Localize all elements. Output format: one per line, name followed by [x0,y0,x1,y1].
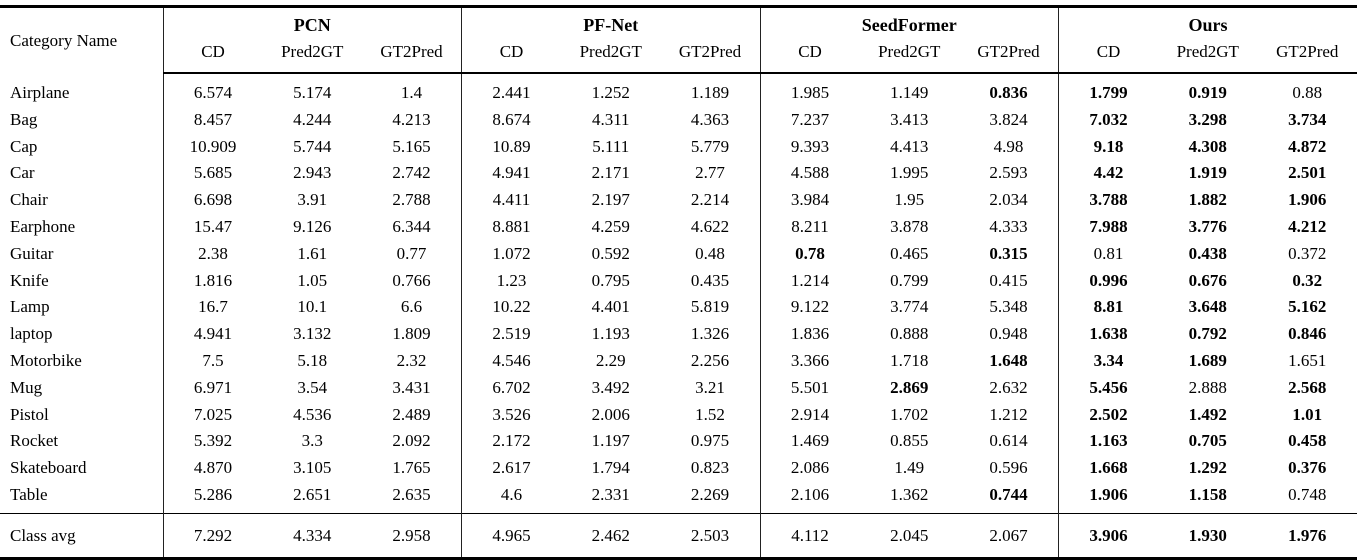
value-cell: 3.492 [561,375,661,402]
metric-header-pred2gt: Pred2GT [860,38,960,73]
table-footer [0,513,1357,558]
value-cell: 2.914 [760,402,860,429]
value-cell: 3.105 [263,455,363,482]
value-cell: 3.984 [760,187,860,214]
value-cell: 4.308 [1158,134,1258,161]
value-cell: 7.988 [1059,214,1159,241]
category-cell: Class avg [0,513,163,558]
value-cell: 1.49 [860,455,960,482]
value-cell: 1.072 [462,241,562,268]
value-cell: 10.909 [163,134,263,161]
table-row [0,482,1357,513]
table-row [0,294,1357,321]
table-body [0,73,1357,513]
value-cell: 1.702 [860,402,960,429]
value-cell: 2.635 [362,482,462,513]
group-header-pcn: PCN [163,7,462,39]
value-cell: 0.919 [1158,73,1258,107]
value-cell: 1.214 [760,268,860,295]
value-cell: 1.651 [1258,348,1357,375]
value-cell: 4.872 [1258,134,1357,161]
value-cell: 2.086 [760,455,860,482]
value-cell: 8.457 [163,107,263,134]
value-cell: 2.269 [661,482,761,513]
metric-header-cd: CD [760,38,860,73]
table-row [0,455,1357,482]
metric-header-gt2pred: GT2Pred [959,38,1059,73]
value-cell: 1.906 [1258,187,1357,214]
value-cell: 2.067 [959,513,1059,558]
value-cell: 2.092 [362,428,462,455]
value-cell: 8.81 [1059,294,1159,321]
category-cell: laptop [0,321,163,348]
value-cell: 0.676 [1158,268,1258,295]
value-cell: 7.237 [760,107,860,134]
value-cell: 1.4 [362,73,462,107]
table-row [0,268,1357,295]
table-row [0,187,1357,214]
value-cell: 1.809 [362,321,462,348]
value-cell: 4.112 [760,513,860,558]
value-cell: 0.592 [561,241,661,268]
value-cell: 2.943 [263,160,363,187]
value-cell: 4.536 [263,402,363,429]
value-cell: 0.744 [959,482,1059,513]
value-cell: 2.29 [561,348,661,375]
value-cell: 1.799 [1059,73,1159,107]
value-cell: 3.54 [263,375,363,402]
value-cell: 5.111 [561,134,661,161]
value-cell: 5.165 [362,134,462,161]
value-cell: 3.298 [1158,107,1258,134]
value-cell: 3.648 [1158,294,1258,321]
metric-header-gt2pred: GT2Pred [1258,38,1357,73]
value-cell: 1.882 [1158,187,1258,214]
table-row [0,402,1357,429]
value-cell: 2.742 [362,160,462,187]
value-cell: 4.333 [959,214,1059,241]
metric-header-pred2gt: Pred2GT [1158,38,1258,73]
value-cell: 1.193 [561,321,661,348]
value-cell: 10.1 [263,294,363,321]
value-cell: 2.331 [561,482,661,513]
value-cell: 0.78 [760,241,860,268]
value-cell: 4.411 [462,187,562,214]
value-cell: 6.702 [462,375,562,402]
value-cell: 5.348 [959,294,1059,321]
value-cell: 0.836 [959,73,1059,107]
value-cell: 4.546 [462,348,562,375]
value-cell: 5.685 [163,160,263,187]
value-cell: 4.965 [462,513,562,558]
value-cell: 4.311 [561,107,661,134]
value-cell: 4.941 [163,321,263,348]
value-cell: 2.106 [760,482,860,513]
value-cell: 0.88 [1258,73,1357,107]
category-cell: Bag [0,107,163,134]
value-cell: 0.415 [959,268,1059,295]
table-row [0,241,1357,268]
group-header-ours: Ours [1059,7,1357,39]
value-cell: 1.189 [661,73,761,107]
value-cell: 4.622 [661,214,761,241]
value-cell: 4.259 [561,214,661,241]
value-cell: 4.363 [661,107,761,134]
value-cell: 0.975 [661,428,761,455]
metric-header-cd: CD [1059,38,1159,73]
value-cell: 0.996 [1059,268,1159,295]
value-cell: 0.766 [362,268,462,295]
value-cell: 8.881 [462,214,562,241]
value-cell: 8.674 [462,107,562,134]
value-cell: 2.568 [1258,375,1357,402]
value-cell: 1.326 [661,321,761,348]
value-cell: 6.6 [362,294,462,321]
value-cell: 2.489 [362,402,462,429]
value-cell: 2.788 [362,187,462,214]
value-cell: 7.5 [163,348,263,375]
value-cell: 3.431 [362,375,462,402]
value-cell: 0.846 [1258,321,1357,348]
value-cell: 0.792 [1158,321,1258,348]
value-cell: 8.211 [760,214,860,241]
value-cell: 0.32 [1258,268,1357,295]
group-header-seedformer: SeedFormer [760,7,1059,39]
value-cell: 0.435 [661,268,761,295]
table-row [0,375,1357,402]
category-cell: Airplane [0,73,163,107]
metric-header-cd: CD [462,38,562,73]
value-cell: 0.795 [561,268,661,295]
value-cell: 2.888 [1158,375,1258,402]
value-cell: 10.89 [462,134,562,161]
value-cell: 4.870 [163,455,263,482]
value-cell: 1.638 [1059,321,1159,348]
value-cell: 1.163 [1059,428,1159,455]
value-cell: 0.315 [959,241,1059,268]
value-cell: 1.95 [860,187,960,214]
value-cell: 1.985 [760,73,860,107]
value-cell: 10.22 [462,294,562,321]
table-row [0,214,1357,241]
value-cell: 2.171 [561,160,661,187]
value-cell: 2.32 [362,348,462,375]
value-cell: 5.456 [1059,375,1159,402]
category-cell: Earphone [0,214,163,241]
value-cell: 6.698 [163,187,263,214]
value-cell: 5.18 [263,348,363,375]
value-cell: 4.6 [462,482,562,513]
value-cell: 3.788 [1059,187,1159,214]
value-cell: 2.502 [1059,402,1159,429]
value-cell: 1.836 [760,321,860,348]
value-cell: 1.252 [561,73,661,107]
value-cell: 1.648 [959,348,1059,375]
value-cell: 0.438 [1158,241,1258,268]
value-cell: 1.492 [1158,402,1258,429]
value-cell: 1.158 [1158,482,1258,513]
value-cell: 1.01 [1258,402,1357,429]
value-cell: 9.18 [1059,134,1159,161]
value-cell: 1.212 [959,402,1059,429]
value-cell: 6.574 [163,73,263,107]
value-cell: 3.366 [760,348,860,375]
value-cell: 3.824 [959,107,1059,134]
value-cell: 3.526 [462,402,562,429]
category-name-header: Category Name [0,7,163,74]
value-cell: 2.441 [462,73,562,107]
metric-header-pred2gt: Pred2GT [263,38,363,73]
value-cell: 4.42 [1059,160,1159,187]
value-cell: 4.244 [263,107,363,134]
value-cell: 0.948 [959,321,1059,348]
table-row [0,107,1357,134]
value-cell: 2.172 [462,428,562,455]
value-cell: 3.774 [860,294,960,321]
metric-header-cd: CD [163,38,263,73]
value-cell: 4.413 [860,134,960,161]
value-cell: 2.006 [561,402,661,429]
value-cell: 1.05 [263,268,363,295]
category-cell: Lamp [0,294,163,321]
value-cell: 7.292 [163,513,263,558]
value-cell: 2.38 [163,241,263,268]
value-cell: 2.256 [661,348,761,375]
value-cell: 3.776 [1158,214,1258,241]
value-cell: 4.334 [263,513,363,558]
group-header-pf-net: PF-Net [462,7,761,39]
results-table [0,5,1357,560]
category-cell: Knife [0,268,163,295]
value-cell: 15.47 [163,214,263,241]
value-cell: 4.401 [561,294,661,321]
value-cell: 1.52 [661,402,761,429]
value-cell: 1.61 [263,241,363,268]
value-cell: 5.286 [163,482,263,513]
value-cell: 1.976 [1258,513,1357,558]
value-cell: 1.919 [1158,160,1258,187]
value-cell: 1.197 [561,428,661,455]
value-cell: 0.614 [959,428,1059,455]
value-cell: 0.372 [1258,241,1357,268]
value-cell: 0.376 [1258,455,1357,482]
value-cell: 3.91 [263,187,363,214]
category-cell: Car [0,160,163,187]
value-cell: 1.930 [1158,513,1258,558]
value-cell: 6.344 [362,214,462,241]
value-cell: 2.958 [362,513,462,558]
value-cell: 9.126 [263,214,363,241]
value-cell: 3.132 [263,321,363,348]
value-cell: 0.458 [1258,428,1357,455]
value-cell: 1.469 [760,428,860,455]
value-cell: 0.705 [1158,428,1258,455]
category-cell: Cap [0,134,163,161]
value-cell: 0.823 [661,455,761,482]
metric-header-gt2pred: GT2Pred [661,38,761,73]
value-cell: 0.799 [860,268,960,295]
value-cell: 2.503 [661,513,761,558]
category-cell: Mug [0,375,163,402]
value-cell: 2.869 [860,375,960,402]
value-cell: 5.819 [661,294,761,321]
value-cell: 1.362 [860,482,960,513]
category-cell: Motorbike [0,348,163,375]
value-cell: 9.393 [760,134,860,161]
value-cell: 2.034 [959,187,1059,214]
category-cell: Pistol [0,402,163,429]
table-row [0,73,1357,107]
value-cell: 3.734 [1258,107,1357,134]
value-cell: 1.292 [1158,455,1258,482]
value-cell: 3.878 [860,214,960,241]
value-cell: 3.3 [263,428,363,455]
value-cell: 0.48 [661,241,761,268]
table-row [0,428,1357,455]
value-cell: 5.174 [263,73,363,107]
value-cell: 4.98 [959,134,1059,161]
table-row [0,348,1357,375]
class-avg-row [0,513,1357,558]
value-cell: 1.23 [462,268,562,295]
value-cell: 1.149 [860,73,960,107]
value-cell: 2.214 [661,187,761,214]
value-cell: 4.212 [1258,214,1357,241]
category-cell: Table [0,482,163,513]
value-cell: 3.906 [1059,513,1159,558]
value-cell: 5.501 [760,375,860,402]
value-cell: 1.765 [362,455,462,482]
value-cell: 4.941 [462,160,562,187]
value-cell: 5.162 [1258,294,1357,321]
value-cell: 2.462 [561,513,661,558]
value-cell: 2.593 [959,160,1059,187]
value-cell: 0.855 [860,428,960,455]
value-cell: 1.906 [1059,482,1159,513]
value-cell: 2.77 [661,160,761,187]
value-cell: 3.34 [1059,348,1159,375]
value-cell: 0.888 [860,321,960,348]
value-cell: 2.519 [462,321,562,348]
category-cell: Guitar [0,241,163,268]
value-cell: 1.995 [860,160,960,187]
table-row [0,321,1357,348]
value-cell: 0.81 [1059,241,1159,268]
value-cell: 6.971 [163,375,263,402]
value-cell: 2.197 [561,187,661,214]
value-cell: 3.413 [860,107,960,134]
value-cell: 1.816 [163,268,263,295]
value-cell: 0.748 [1258,482,1357,513]
value-cell: 2.632 [959,375,1059,402]
value-cell: 1.794 [561,455,661,482]
value-cell: 5.744 [263,134,363,161]
value-cell: 16.7 [163,294,263,321]
value-cell: 0.596 [959,455,1059,482]
value-cell: 2.617 [462,455,562,482]
value-cell: 5.392 [163,428,263,455]
metric-header-gt2pred: GT2Pred [362,38,462,73]
value-cell: 1.689 [1158,348,1258,375]
table-row [0,134,1357,161]
value-cell: 3.21 [661,375,761,402]
value-cell: 7.032 [1059,107,1159,134]
category-cell: Chair [0,187,163,214]
table-row [0,160,1357,187]
value-cell: 1.718 [860,348,960,375]
value-cell: 2.045 [860,513,960,558]
value-cell: 7.025 [163,402,263,429]
value-cell: 1.668 [1059,455,1159,482]
value-cell: 4.588 [760,160,860,187]
value-cell: 2.501 [1258,160,1357,187]
value-cell: 0.77 [362,241,462,268]
category-cell: Skateboard [0,455,163,482]
value-cell: 2.651 [263,482,363,513]
value-cell: 9.122 [760,294,860,321]
value-cell: 4.213 [362,107,462,134]
value-cell: 5.779 [661,134,761,161]
value-cell: 0.465 [860,241,960,268]
category-cell: Rocket [0,428,163,455]
metric-header-pred2gt: Pred2GT [561,38,661,73]
table-header [0,7,1357,74]
